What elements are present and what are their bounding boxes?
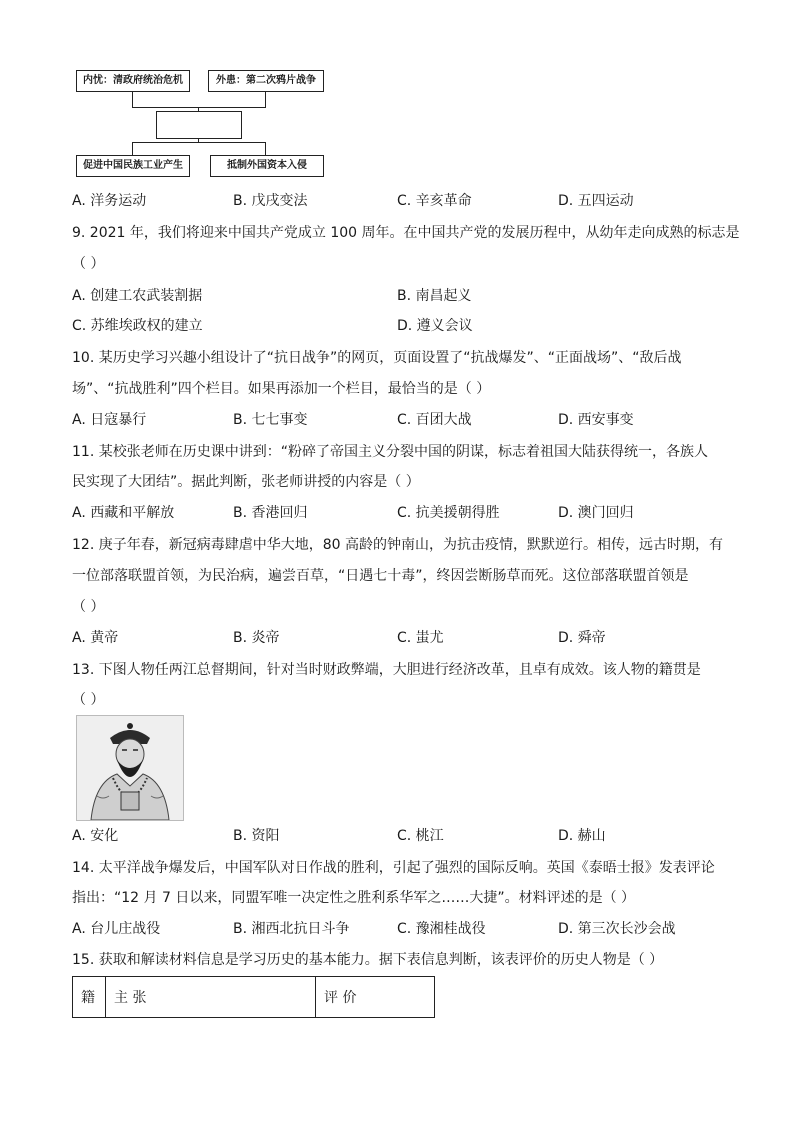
q10-stem-line2: 场”、“抗战胜利”四个栏目。如果再添加一个栏目，最恰当的是（ ） bbox=[72, 381, 491, 397]
table-row bbox=[73, 977, 435, 1018]
connector-line bbox=[132, 91, 133, 107]
q12-stem-line1: 12. 庚子年春，新冠病毒肆虐中华大地，80 高龄的钟南山，为抗击疫情，默默逆行。相传，远古时期，有 bbox=[72, 537, 723, 553]
q11-stem-line2: 民实现了大团结”。据此判断，张老师讲授的内容是（ ） bbox=[72, 474, 420, 490]
q14-stem-line2: 指出：“12 月 7 日以来，同盟军唯一决定性之胜利系华军之……大捷”。材料评述的是（ ） bbox=[72, 890, 636, 906]
q8-option-d: D. 五四运动 bbox=[558, 193, 634, 209]
q10-option-d: D. 西安事变 bbox=[558, 412, 634, 428]
diagram-box-resist-capital: 抵制外国资本入侵 bbox=[210, 155, 324, 177]
q9-stem-line1: 9. 2021 年，我们将迎来中国共产党成立 100 周年。在中国共产党的发展历程中，从幼年走向成熟的标志是 bbox=[72, 225, 740, 241]
diagram-box-external-threat: 外患：第二次鸦片战争 bbox=[208, 70, 324, 92]
q12-option-c: C. 蚩尤 bbox=[397, 630, 444, 646]
q13-stem-line2: （ ） bbox=[72, 692, 105, 708]
q13-stem-line1: 13. 下图人物任两江总督期间，针对当时财政弊端，大胆进行经济改革，且卓有成效。该人物的籍贯是 bbox=[72, 662, 701, 678]
q9-stem-line2: （ ） bbox=[72, 256, 105, 272]
q14-option-c: C. 豫湘桂战役 bbox=[397, 921, 486, 937]
qing-official-portrait-icon bbox=[77, 716, 183, 820]
q9-option-d: D. 遵义会议 bbox=[397, 318, 473, 334]
q9-option-a: A. 创建工农武装割据 bbox=[72, 288, 203, 304]
q14-stem-line1: 14. 太平洋战争爆发后，中国军队对日作战的胜利，引起了强烈的国际反响。英国《泰晤士报》发表评论 bbox=[72, 860, 715, 876]
q13-option-c: C. 桃江 bbox=[397, 828, 444, 844]
connector-line bbox=[265, 142, 266, 155]
q14-option-d: D. 第三次长沙会战 bbox=[558, 921, 676, 937]
q9-option-b: B. 南昌起义 bbox=[397, 288, 472, 304]
q11-option-d: D. 澳门回归 bbox=[558, 505, 634, 521]
q13-option-b: B. 资阳 bbox=[233, 828, 280, 844]
table-header-cell: 主 张 bbox=[106, 977, 316, 1018]
q15-table bbox=[72, 976, 435, 1018]
q10-stem-line1: 10. 某历史学习兴趣小组设计了“抗日战争”的网页，页面设置了“抗战爆发”、“正面战场”、“敌后战 bbox=[72, 350, 682, 366]
q15-stem-line1: 15. 获取和解读材料信息是学习历史的基本能力。据下表信息判断，该表评价的历史人物是（ ） bbox=[72, 952, 664, 968]
q11-option-b: B. 香港回归 bbox=[233, 505, 308, 521]
q11-option-c: C. 抗美援朝得胜 bbox=[397, 505, 500, 521]
q12-stem-line3: （ ） bbox=[72, 599, 105, 615]
table-header-cell: 评 价 bbox=[316, 977, 435, 1018]
connector-line bbox=[132, 107, 266, 108]
table-header-cell: 籍 bbox=[73, 977, 106, 1018]
connector-line bbox=[132, 142, 133, 155]
diagram-box-industry: 促进中国民族工业产生 bbox=[76, 155, 190, 177]
q8-option-a: A. 洋务运动 bbox=[72, 193, 147, 209]
q11-stem-line1: 11. 某校张老师在历史课中讲到：“粉碎了帝国主义分裂中国的阴谋，标志着祖国大陆获得统一，各族人 bbox=[72, 444, 708, 460]
q11-option-a: A. 西藏和平解放 bbox=[72, 505, 175, 521]
q8-option-b: B. 戊戌变法 bbox=[233, 193, 308, 209]
diagram-box-internal-crisis: 内忧：清政府统治危机 bbox=[76, 70, 190, 92]
portrait-image bbox=[76, 715, 184, 821]
q12-option-d: D. 舜帝 bbox=[558, 630, 606, 646]
q8-option-c: C. 辛亥革命 bbox=[397, 193, 472, 209]
q10-option-b: B. 七七事变 bbox=[233, 412, 308, 428]
q14-option-a: A. 台儿庄战役 bbox=[72, 921, 161, 937]
connector-line bbox=[265, 91, 266, 107]
q12-stem-line2: 一位部落联盟首领，为民治病，遍尝百草，“日遇七十毒”，终因尝断肠草而死。这位部落联盟首领是 bbox=[72, 568, 689, 584]
q12-option-a: A. 黄帝 bbox=[72, 630, 119, 646]
q10-option-a: A. 日寇暴行 bbox=[72, 412, 147, 428]
diagram-box-blank bbox=[156, 111, 242, 139]
q12-option-b: B. 炎帝 bbox=[233, 630, 280, 646]
q10-option-c: C. 百团大战 bbox=[397, 412, 472, 428]
q9-option-c: C. 苏维埃政权的建立 bbox=[72, 318, 203, 334]
q13-option-d: D. 赫山 bbox=[558, 828, 606, 844]
q13-option-a: A. 安化 bbox=[72, 828, 119, 844]
connector-line bbox=[132, 142, 266, 143]
q14-option-b: B. 湘西北抗日斗争 bbox=[233, 921, 350, 937]
